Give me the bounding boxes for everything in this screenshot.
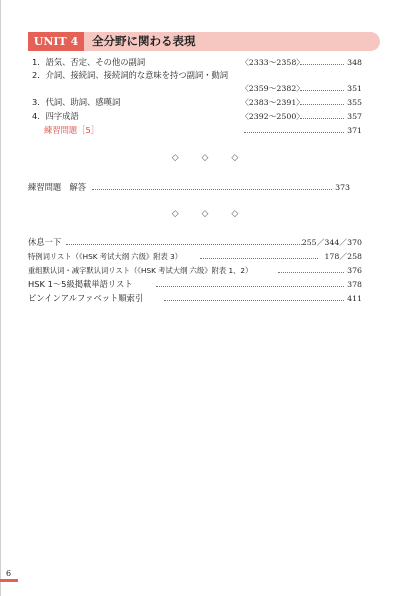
toc-row-continuation[interactable] (32, 82, 362, 95)
toc-page: 351 (347, 84, 362, 93)
toc-page: 348 (347, 58, 362, 67)
dot-leader (300, 64, 344, 65)
unit-title: 全分野に関わる表現 (92, 34, 196, 48)
toc-page: 378 (347, 280, 362, 289)
toc-row[interactable] (32, 96, 362, 109)
toc-range: 〈2359～2382〉 (241, 84, 305, 93)
toc-row[interactable] (28, 181, 350, 194)
toc-page: 255／344／370 (301, 238, 362, 247)
toc-row[interactable] (28, 292, 362, 305)
toc-page: 376 (347, 266, 362, 275)
dot-leader (244, 132, 344, 133)
toc-page: 355 (347, 98, 362, 107)
toc-page: 357 (347, 112, 362, 121)
dot-leader (300, 118, 344, 119)
toc-title: 練習問題 解答 (28, 182, 87, 192)
dot-leader (200, 258, 318, 259)
dot-leader (300, 104, 344, 105)
section-divider: ◇ ◇ ◇ (171, 209, 249, 219)
dot-leader (300, 90, 344, 91)
toc-title: HSK 1～5級掲載単語リスト (28, 279, 133, 289)
toc-row[interactable] (32, 56, 362, 69)
toc-range: 〈2392～2500〉 (241, 112, 305, 121)
toc-title: 重组默认词・减字默认词リスト（《HSK 考试大纲 六级》附表 1、2） (28, 266, 253, 275)
dot-leader (278, 272, 344, 273)
dot-leader (92, 189, 332, 190)
toc-row-exercise[interactable] (32, 124, 362, 137)
toc-page: 178／258 (324, 252, 362, 261)
toc-title: ピンインアルファベット順索引 (28, 293, 144, 303)
toc-title: 3．代詞、助詞、感嘆詞 (32, 97, 121, 107)
unit-badge: UNIT 4 (28, 32, 84, 51)
toc-range: 〈2333～2358〉 (241, 58, 305, 67)
section-divider: ◇ ◇ ◇ (171, 153, 249, 163)
toc-row[interactable] (32, 110, 362, 123)
toc-page: 371 (347, 126, 362, 135)
toc-row[interactable] (28, 236, 362, 249)
page-number-accent-bar (0, 579, 18, 582)
page-number: 6 (6, 569, 12, 578)
toc-range: 〈2383～2391〉 (241, 98, 305, 107)
dot-leader (66, 244, 302, 245)
toc-title: 休息一下 (28, 237, 62, 247)
toc-row[interactable] (28, 264, 362, 277)
toc-title: 4．四字成語 (32, 111, 79, 121)
toc-title: 2．介詞、接続詞、接続詞的な意味を持つ副詞・動詞 (32, 70, 229, 80)
dot-leader (164, 300, 344, 301)
toc-page: 373 (335, 183, 350, 192)
toc-title: 特例词リスト（《HSK 考试大纲 六级》附表 3） (28, 252, 183, 261)
toc-row[interactable] (32, 69, 362, 82)
toc-title: 練習問題［5］ (44, 125, 100, 135)
toc-row[interactable] (28, 278, 362, 291)
toc-title: 1．語気、否定、その他の副詞 (32, 57, 146, 67)
page-edge-rule (0, 0, 1, 596)
toc-row[interactable] (28, 250, 362, 263)
dot-leader (156, 286, 344, 287)
unit-header (28, 32, 380, 51)
toc-page: 411 (347, 294, 362, 303)
